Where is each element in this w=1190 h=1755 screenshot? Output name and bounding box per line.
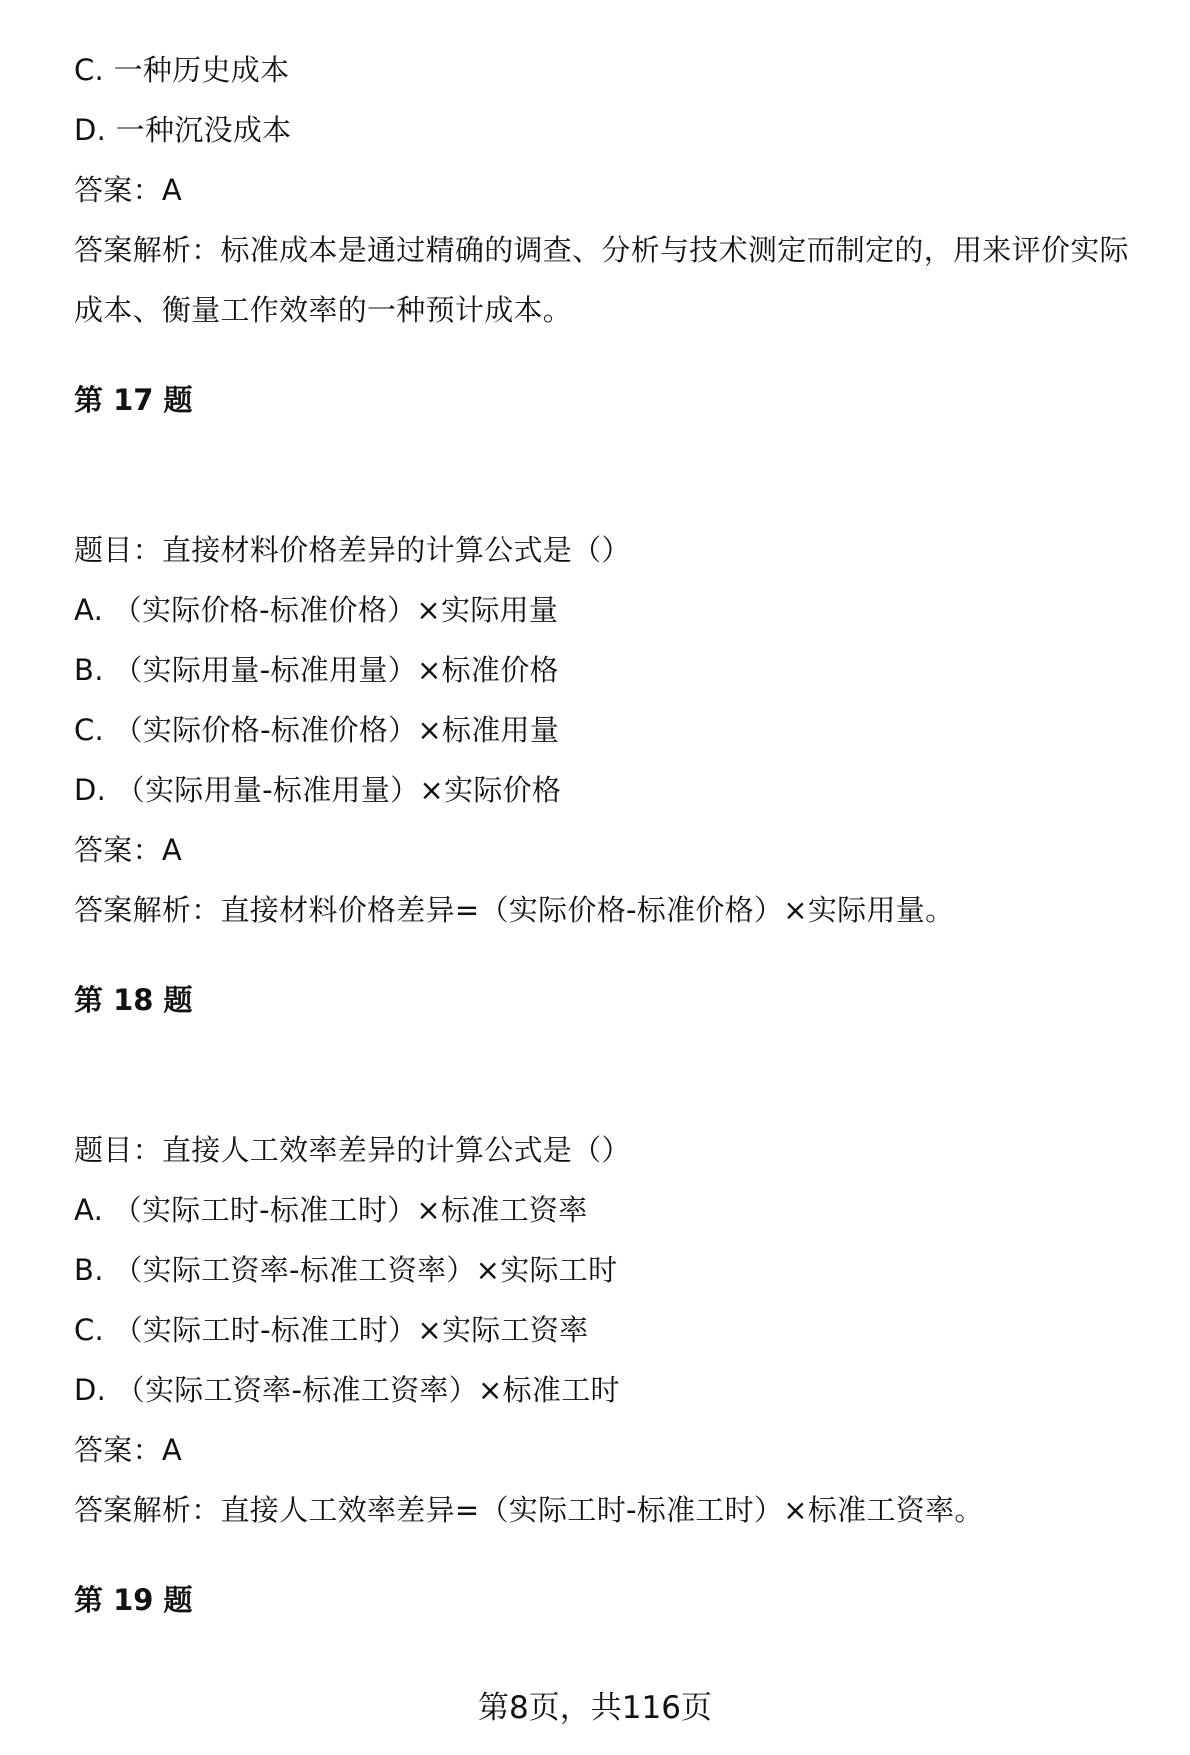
q17-option-d: D. （实际用量-标准用量）×实际价格 bbox=[74, 773, 562, 807]
q18-question: 题目：直接人工效率差异的计算公式是（） bbox=[74, 1133, 631, 1167]
q17-question: 题目：直接材料价格差异的计算公式是（） bbox=[74, 533, 631, 567]
q18-answer: 答案：A bbox=[74, 1433, 183, 1467]
page-number-footer: 第8页，共116页 bbox=[478, 1690, 712, 1726]
q17-option-c: C. （实际价格-标准价格）×标准用量 bbox=[74, 713, 560, 747]
q16-option-d: D. 一种沉没成本 bbox=[74, 113, 292, 147]
q18-option-a: A. （实际工时-标准工时）×标准工资率 bbox=[74, 1193, 588, 1227]
q18-option-d: D. （实际工资率-标准工资率）×标准工时 bbox=[74, 1373, 620, 1407]
q17-answer: 答案：A bbox=[74, 833, 183, 867]
q17-option-b: B. （实际用量-标准用量）×标准价格 bbox=[74, 653, 559, 687]
q19-heading: 第 19 题 bbox=[74, 1583, 193, 1617]
q16-analysis-line-2: 成本、衡量工作效率的一种预计成本。 bbox=[74, 293, 573, 327]
q18-analysis: 答案解析：直接人工效率差异=（实际工时-标准工时）×标准工资率。 bbox=[74, 1493, 984, 1527]
q17-analysis: 答案解析：直接材料价格差异=（实际价格-标准价格）×实际用量。 bbox=[74, 893, 955, 927]
q18-heading: 第 18 题 bbox=[74, 983, 193, 1017]
q18-option-c: C. （实际工时-标准工时）×实际工资率 bbox=[74, 1313, 589, 1347]
q16-option-c: C. 一种历史成本 bbox=[74, 53, 290, 87]
q16-answer: 答案：A bbox=[74, 173, 183, 207]
q17-option-a: A. （实际价格-标准价格）×实际用量 bbox=[74, 593, 559, 627]
q17-heading: 第 17 题 bbox=[74, 383, 193, 417]
q16-analysis-line-1: 答案解析：标准成本是通过精确的调查、分析与技术测定而制定的，用来评价实际 bbox=[74, 233, 1129, 267]
q18-option-b: B. （实际工资率-标准工资率）×实际工时 bbox=[74, 1253, 618, 1287]
